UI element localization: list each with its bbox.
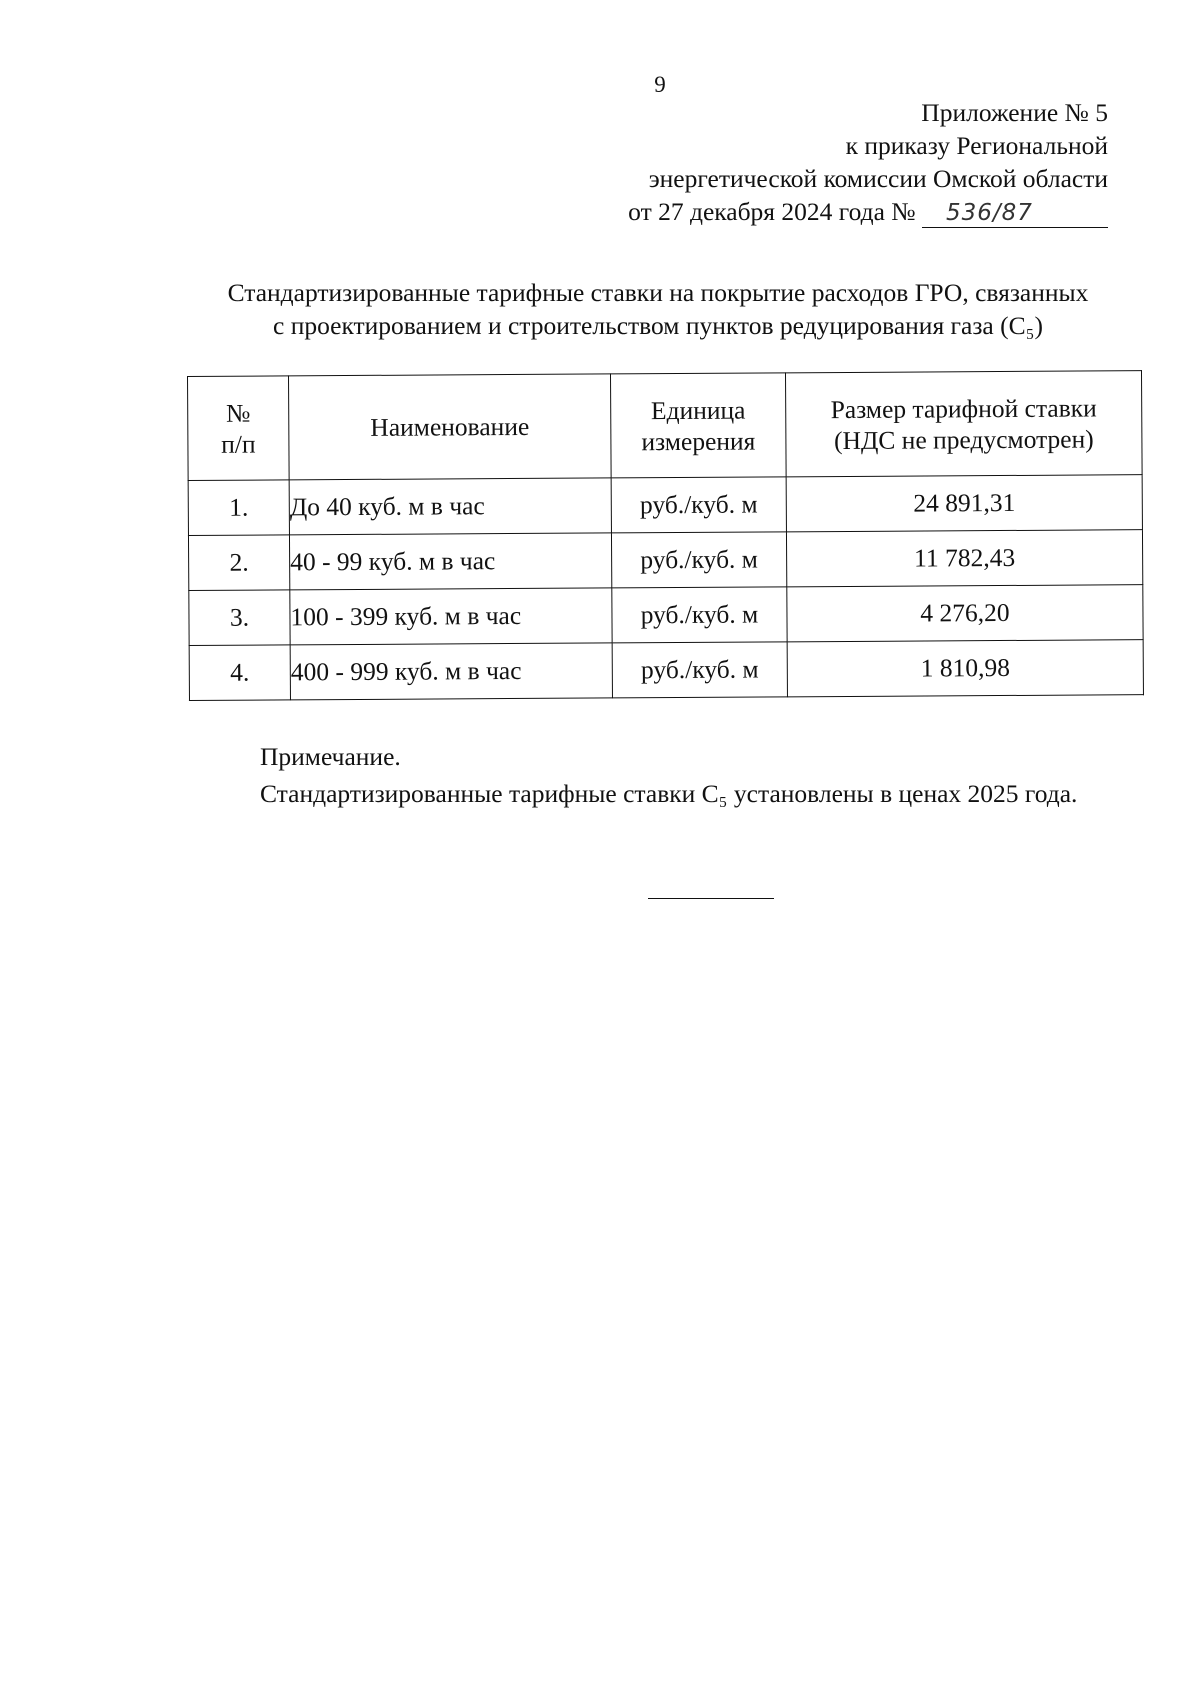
- appendix-title: Приложение № 5: [921, 98, 1108, 127]
- row-name: 40 - 99 куб. м в час: [289, 533, 611, 590]
- row-rate: 4 276,20: [787, 585, 1143, 642]
- end-divider: [648, 898, 774, 899]
- header-unit-line-1: Единица: [650, 395, 746, 425]
- tariff-table: [187, 370, 1144, 701]
- note: [189, 738, 1122, 812]
- note-label: Примечание.: [260, 742, 401, 771]
- row-number: 3.: [189, 590, 290, 646]
- header-rate-line-1: Размер тарифной ставки: [830, 392, 1097, 424]
- appendix-order-ref: к приказу Региональной: [845, 131, 1108, 160]
- row-number: 2.: [188, 535, 289, 591]
- appendix-date-line: [548, 195, 1108, 228]
- header-unit: [610, 373, 786, 478]
- header-name: Наименование: [289, 374, 612, 480]
- row-rate: 11 782,43: [786, 530, 1142, 587]
- table-row: [189, 585, 1143, 646]
- row-name: 100 - 399 куб. м в час: [290, 588, 612, 645]
- row-unit: руб./куб. м: [612, 587, 787, 643]
- row-number: 1.: [188, 480, 289, 536]
- header-number-abbrev: п/п: [221, 429, 256, 459]
- row-name: До 40 куб. м в час: [289, 478, 611, 535]
- handwritten-order-number: 536/87: [922, 199, 1108, 228]
- table-row: [188, 530, 1142, 591]
- header-number: [188, 376, 290, 481]
- row-unit: руб./куб. м: [611, 477, 786, 533]
- page-number: 9: [654, 72, 666, 97]
- row-number: 4.: [189, 645, 290, 701]
- header-rate: [785, 371, 1142, 477]
- table-body: [188, 475, 1143, 701]
- row-unit: руб./куб. м: [612, 642, 787, 698]
- appendix-reference: [548, 96, 1108, 228]
- table-row: [188, 475, 1142, 536]
- row-rate: 1 810,98: [787, 640, 1143, 697]
- appendix-commission: энергетической комиссии Омской области: [648, 164, 1108, 193]
- table-header: [188, 371, 1143, 481]
- note-text: Стандартизированные тарифные ставки С₅ установлены в ценах 2025 года.: [260, 779, 1078, 808]
- appendix-date: от 27 декабря 2024 года №: [628, 197, 916, 226]
- header-unit-line-2: измерения: [641, 426, 756, 456]
- row-unit: руб./куб. м: [611, 532, 786, 588]
- header-row: [188, 371, 1143, 481]
- title-line-2: с проектированием и строительством пунктов редуцирования газа (С₅): [273, 311, 1043, 340]
- header-rate-line-2: (НДС не предусмотрен): [833, 423, 1094, 455]
- table-row: [189, 640, 1143, 701]
- row-rate: 24 891,31: [786, 475, 1142, 532]
- document-title: [178, 276, 1138, 342]
- title-line-1: Стандартизированные тарифные ставки на покрытие расходов ГРО, связанных: [227, 278, 1089, 307]
- row-name: 400 - 999 куб. м в час: [290, 643, 612, 700]
- header-number-symbol: №: [225, 398, 251, 428]
